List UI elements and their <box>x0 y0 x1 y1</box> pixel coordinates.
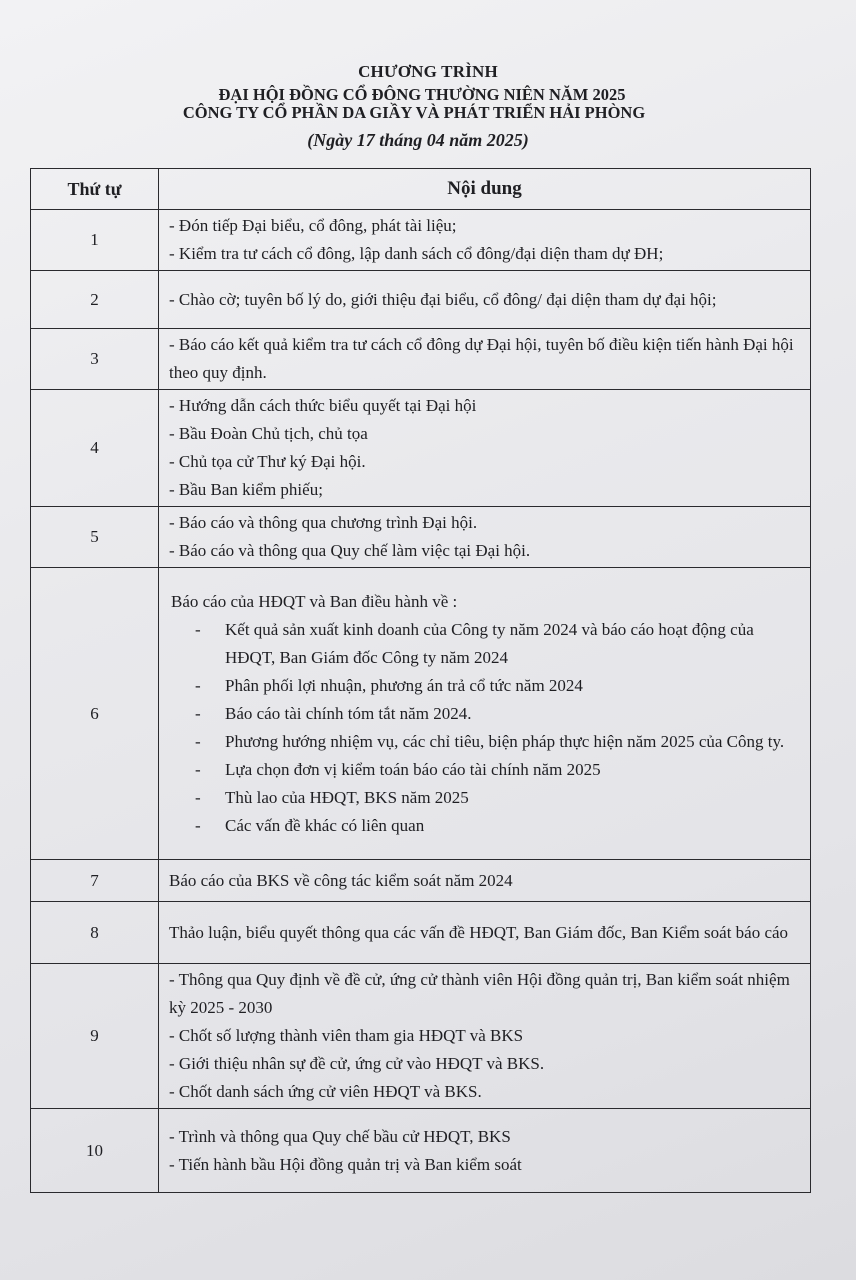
sub-item <box>169 756 802 784</box>
content-line: - Trình và thông qua Quy chế bầu cử HĐQT, BKS <box>169 1126 511 1146</box>
content-line: - Giới thiệu nhân sự đề cử, ứng cử vào HĐQT và BKS. <box>169 1054 545 1073</box>
sub-item-text: Thù lao của HĐQT, BKS năm 2025 <box>225 787 469 807</box>
content-line: - Chào cờ; tuyên bố lý do, giới thiệu đại biểu, cổ đông/ đại diện tham dự đại hội; <box>169 289 717 309</box>
sub-item-list <box>169 616 802 840</box>
agenda-body <box>31 210 811 1193</box>
row-order-number: 1 <box>31 210 159 271</box>
sub-item <box>169 812 802 840</box>
content-line: - Báo cáo kết quả kiểm tra tư cách cổ đông dự Đại hội, tuyên bố điều kiện tiến hành Đại hội theo quy định. <box>169 335 794 382</box>
sub-item <box>169 728 802 756</box>
dash-bullet: - <box>195 703 201 723</box>
table-row <box>31 1109 811 1193</box>
content-line: - Bầu Đoàn Chủ tịch, chủ tọa <box>169 424 368 443</box>
row-content <box>159 507 811 568</box>
sub-item <box>169 616 802 672</box>
content-line: - Chủ tọa cử Thư ký Đại hội. <box>169 452 366 471</box>
sub-item-text: Kết quả sản xuất kinh doanh của Công ty năm 2024 và báo cáo hoạt động của HĐQT, Ban Giám đốc Công ty năm 2024 <box>225 619 754 667</box>
sub-item-text: Báo cáo tài chính tóm tắt năm 2024. <box>225 703 472 723</box>
row-content <box>159 902 811 964</box>
row-content <box>159 329 811 390</box>
program-title: CHƯƠNG TRÌNH <box>358 62 498 81</box>
row-order-number: 7 <box>31 860 159 902</box>
content-line: - Hướng dẫn cách thức biểu quyết tại Đại hội <box>169 396 477 415</box>
content-line: - Báo cáo và thông qua Quy chế làm việc tại Đại hội. <box>169 541 531 560</box>
column-header-content: Nội dung <box>159 169 811 210</box>
content-line: - Bầu Ban kiểm phiếu; <box>169 480 323 499</box>
row-content <box>159 271 811 329</box>
sub-item-text: Phân phối lợi nhuận, phương án trả cổ tức năm 2024 <box>225 675 583 695</box>
content-line: - Đón tiếp Đại biểu, cổ đông, phát tài liệu; <box>169 216 457 235</box>
row-order-number: 6 <box>31 568 159 860</box>
dash-bullet: - <box>195 759 201 779</box>
sub-item-text: Lựa chọn đơn vị kiểm toán báo cáo tài chính năm 2025 <box>225 759 601 779</box>
row-content <box>159 390 811 507</box>
table-row <box>31 329 811 390</box>
sub-item <box>169 700 802 728</box>
content-line: Thảo luận, biểu quyết thông qua các vấn đề HĐQT, Ban Giám đốc, Ban Kiểm soát báo cáo <box>169 922 789 942</box>
sub-item-text: Các vấn đề khác có liên quan <box>225 815 425 835</box>
row-order-number: 8 <box>31 902 159 964</box>
row-order-number: 4 <box>31 390 159 507</box>
table-header-row <box>31 169 811 210</box>
table-row <box>31 964 811 1109</box>
content-line: - Chốt danh sách ứng cử viên HĐQT và BKS. <box>169 1082 482 1101</box>
row-order-number: 2 <box>31 271 159 329</box>
sub-item <box>169 672 802 700</box>
content-line: - Chốt số lượng thành viên tham gia HĐQT và BKS <box>169 1026 524 1045</box>
sub-item <box>169 784 802 812</box>
sub-item-text: Phương hướng nhiệm vụ, các chỉ tiêu, biện pháp thực hiện năm 2025 của Công ty. <box>225 731 785 751</box>
company-name: CÔNG TY CỔ PHẦN DA GIẦY VÀ PHÁT TRIỂN HẢI PHÒNG <box>182 103 646 122</box>
column-header-order: Thứ tự <box>31 169 159 210</box>
table-row <box>31 860 811 902</box>
row-order-number: 5 <box>31 507 159 568</box>
dash-bullet: - <box>195 675 201 695</box>
content-intro: Báo cáo của HĐQT và Ban điều hành về : <box>171 591 458 611</box>
row-order-number: 3 <box>31 329 159 390</box>
dash-bullet: - <box>195 731 201 751</box>
dash-bullet: - <box>195 815 201 835</box>
content-line: Báo cáo của BKS về công tác kiểm soát năm 2024 <box>169 870 513 890</box>
row-content <box>159 568 811 860</box>
content-line: - Tiến hành bầu Hội đồng quản trị và Ban kiểm soát <box>169 1154 522 1174</box>
content-line: - Báo cáo và thông qua chương trình Đại hội. <box>169 513 478 532</box>
table-row <box>31 271 811 329</box>
content-line: - Kiểm tra tư cách cổ đông, lập danh sách cổ đông/đại diện tham dự ĐH; <box>169 244 664 263</box>
table-row <box>31 568 811 860</box>
row-content <box>159 1109 811 1193</box>
content-line: - Thông qua Quy định về đề cử, ứng cử thành viên Hội đồng quản trị, Ban kiểm soát nhiệm kỳ 2025 - 2030 <box>169 970 790 1017</box>
row-content <box>159 210 811 271</box>
table-row <box>31 210 811 271</box>
row-order-number: 10 <box>31 1109 159 1193</box>
row-content <box>159 860 811 902</box>
row-order-number: 9 <box>31 964 159 1109</box>
meeting-date: (Ngày 17 tháng 04 năm 2025) <box>307 130 529 150</box>
dash-bullet: - <box>195 619 201 639</box>
dash-bullet: - <box>195 787 201 807</box>
meeting-title: ĐẠI HỘI ĐỒNG CỔ ĐÔNG THƯỜNG NIÊN NĂM 2025 <box>218 85 626 104</box>
agenda-table-wrapper <box>30 168 810 1193</box>
row-content <box>159 964 811 1109</box>
table-row <box>31 507 811 568</box>
table-row <box>31 902 811 964</box>
table-row <box>31 390 811 507</box>
agenda-table <box>30 168 811 1193</box>
